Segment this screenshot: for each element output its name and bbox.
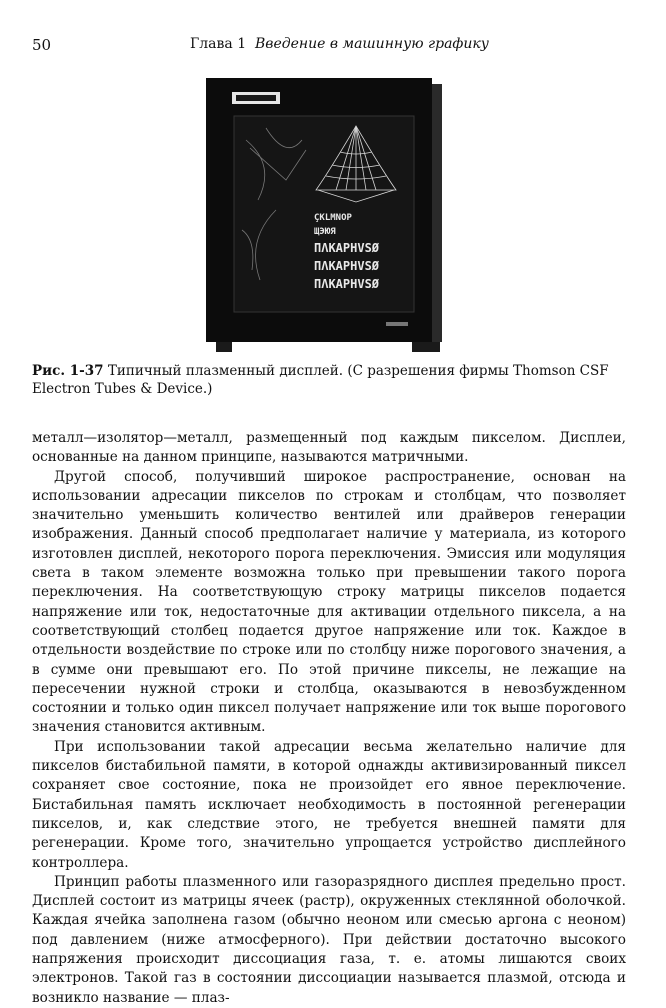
- plasma-display-photo: [206, 70, 446, 360]
- page-number: 50: [32, 36, 52, 54]
- body-text: [32, 429, 626, 1008]
- display-side-shade: [432, 84, 442, 342]
- figure-caption: [32, 362, 626, 398]
- paragraph: Другой способ, получивший широкое распространение, основан на использовании адресации пикселов по строкам и столбцам, что позволяет значительно уменьшить количество вентилей или драйверов генерации изображения. Данный способ предполагает наличие у материала, из которого изготовлен дисплей, некоторого порога переключения. Эмиссия или модуляция света в таком элементе возможна только при превышении такого порога переключения. На соответствующую строку матрицы пикселов подается напряжение или ток, недостаточные для активации отдельного пиксела, а на соответствующий столбец подается другое напряжение или ток. Каждое в отдельности воздействие по строке или по столбцу ниже порогового значения, а в сумме они превышают его. По этой причине пикселы, не лежащие на пересечении нужной строки и столбца, оказываются в невозбужденном состоянии и только один пиксел получает напряжение или ток выше порогового значения становится активным.: [32, 468, 626, 736]
- running-head: [190, 36, 489, 52]
- paragraph: При использовании такой адресации весьма желательно наличие для пикселов бистабильной памяти, в которой однажды активизированный пиксел сохраняет свое состояние, пока не произойдет его явное переключение. Бистабильная память исключает необходимость в постоянной регенерации пикселов, и, как следствие этого, не требуется внешней памяти для регенерации. Кроме того, значительно упрощается устройство дисплейного контроллера.: [32, 738, 626, 871]
- paragraph: металл—изолятор—металл, размещенный под каждым пикселом. Дисплеи, основанные на данном принципе, называются матричными.: [32, 430, 626, 466]
- chapter-number: Глава 1: [190, 36, 247, 52]
- figure-caption-text: Типичный плазменный дисплей. (С разрешения фирмы Thomson CSF Electron Tubes & Device.): [32, 363, 609, 397]
- screen-text-row: ΠΛΚΑΡΗVSØ: [314, 277, 380, 291]
- screen-text-row: ΠΛΚΑΡΗVSØ: [314, 241, 380, 255]
- screen-text-row: ÇKLMNOP: [314, 213, 352, 223]
- chapter-title: Введение в машинную графику: [255, 36, 489, 52]
- figure-label: Рис. 1-37: [32, 363, 104, 379]
- screen-text-row: ΠΛΚΑΡΗVSØ: [314, 259, 380, 273]
- paragraph: Принцип работы плазменного или газоразрядного дисплея предельно прост. Дисплей состоит из матрицы ячеек (растр), окруженных стеклянной оболочкой. Каждая ячейка заполнена газом (обычно неоном или смесью аргона с неоном) под давлением (ниже атмосферного). При действии достаточно высокого напряжения происходит диссоциация газа, т. е. атомы лишаются своих электронов. Такой газ в состоянии диссоциации называется плазмой, отсюда и возникло название — плаз-: [32, 873, 626, 1006]
- screen-text-row: ЩЭЮЯ: [314, 227, 336, 237]
- model-label: [386, 322, 408, 326]
